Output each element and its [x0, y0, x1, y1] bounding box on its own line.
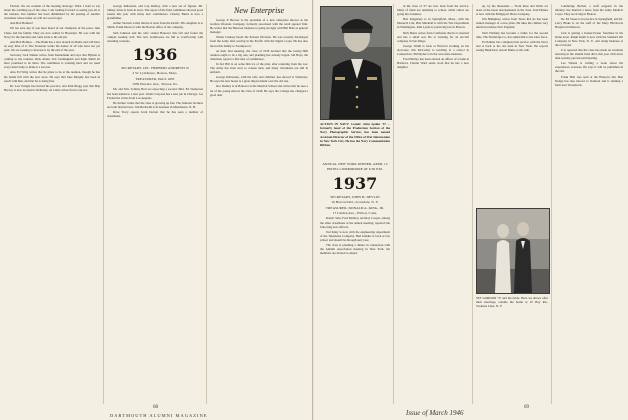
- paragraph: Dave Tracy reports from Detroit that he has seen a number of classmates.: [107, 109, 203, 119]
- paragraph: Dr. Ed Sweet is in practice in Springfield, and Dr. Larry Blake is on the staff of the Mary Hitchcock Hospital in Hanover.: [555, 17, 623, 30]
- paragraph: Arthur Stratton writes that he is back from the Pacific. His daughter is at Smith. Frank Morse is with the Boston office of the company.: [107, 21, 203, 30]
- paragraph: Doc Dudley is in Hanover at the Medical School and writes that he sees a lot of the young men in the class of 1946. He says the College has changed a good deal.: [210, 84, 308, 97]
- class-officer-line: SECRETARY, CPL. HERBERT ANDREWS II: [121, 65, 189, 70]
- paragraph: At their first meeting, the class of 1936 decided that the twenty-fifth reunion ought to be a big one, and planning has already begun. Sid Hays, the chairman, reports a full slate of committees.: [210, 48, 308, 61]
- paragraph: George Kilbourne, and Cap Dudley, with a new set of figures. Mr. Sidney Jones is back in town. The report of the fund committee showed good results this year with many new contributors. Charley Burns is now a grandfather.: [107, 4, 203, 21]
- column-rule: [551, 4, 552, 404]
- column-rule: [472, 4, 473, 404]
- paragraph: Fred Hartley has been elected an officer of a bank in Hartford. Charlie Ward sends word that he has a new daughter.: [397, 57, 469, 70]
- column-rule: [393, 4, 394, 404]
- paragraph: George P. Brewer is the president of a new enterprise known as the Grafton Woolens Company, formerly associated with the retail apparel firm. He writes that the Hanover business is going strongly with Bill Hale as general manager.: [210, 18, 308, 35]
- paragraph: The class is planning a dinner in connection with the Alumni Association meeting in New York. All members are invited to attend.: [320, 243, 390, 256]
- paragraph: Dr. Lew Pringle has moved his practice, and John Bragg says that Hap Harvey is now located in Wellesley. Al Curtis writes from Concord.: [4, 83, 100, 92]
- right-column-1: [320, 162, 390, 402]
- section-heading: New Enterprise: [234, 6, 284, 15]
- left-column-2: [107, 4, 203, 402]
- paragraph: up, by the thousands ... From Ross and Wells we learn of the latest developments in the class. Tom Haines is now with the Bridgeport Brass Company.: [476, 4, 548, 17]
- column-rule: [103, 4, 104, 404]
- right-column-4: [555, 4, 623, 402]
- paragraph: Florida. We are resident of the housing shortage. What I want to say about the warming up of the class. I am looking forward to seeing you all at the reunion. Our number has been diminished by the passing of another classmate whose name we will not soon forget.: [4, 4, 100, 21]
- left-column-1: [4, 4, 100, 402]
- paragraph: Dick Barns writes from California that he is married and has a small son. He is working for an aircraft company in San Diego.: [397, 30, 469, 43]
- event-notice: ANNUAL NEW YORK DINNER, APRIL 12: [322, 162, 388, 166]
- photo-caption: ACTION IN NAVY: Comdr. John Spahn '37 ... formerly head of the Production Section of the Navy Photographic Service, has been named Assistant Director of the Office of War Information in New York City. He has the Navy Commendation Ribbon.: [320, 122, 390, 148]
- paragraph: Jack is getting a Kaiser-Frazer franchise in his home town. Ralph Keith is now with the Standard Oil Company in New York, N. Y., and doing business at the old stand.: [555, 30, 623, 47]
- paragraph: Ed Palmer has completed his service with the Navy and is back at his old desk in New York. He reports seeing Hank Dow and Al Burke at the club.: [476, 39, 548, 52]
- class-officer-line: 2 W. Lynthorpe, Boston, Mass.: [132, 71, 178, 76]
- magazine-footer: DARTMOUTH ALUMNI MAGAZINE: [110, 413, 208, 418]
- left-column-3: [210, 4, 308, 402]
- issue-label: Issue of March 1946: [406, 409, 464, 417]
- paragraph: Mr. and Mrs. Tommy Bolt are expecting a second child. Ed Sanderson has been named to a new post. Walter Grayson has a new job in Chicago. Joe Fredericks writes from Los Angeles.: [107, 87, 203, 100]
- paragraph: And Bob Holmes ... The Bank has a new branch in Maine and will have an easy time of it. The Treasurer wants the names of all who have not yet paid. We are looking to increase it by the end of the year.: [4, 39, 100, 52]
- paragraph: Cambridge Bechel, a staff sergeant in the infantry, has married a nurse from the Army Medical Corps. They are living in Boston.: [555, 4, 623, 17]
- paragraph: And Bob Holmes?: [10, 21, 34, 26]
- paragraph: Ted Kiley is now with the engineering department of the Telephone Company. Bud Jenkins is back at law school and should be through next year.: [320, 229, 390, 242]
- class-officer-line: 1930 Pinelaw Ave., Sharon, Pa.: [132, 82, 178, 87]
- wedding-photo: [476, 208, 550, 294]
- class-officer-line: 16 Harvard Rd., Scarsdale, N. Y.: [331, 200, 379, 205]
- class-officer-line: TREASURER, DONALD A. KING, JR.: [325, 205, 385, 210]
- paragraph: Lee Wilson is writing a book about his experiences overseas. He says it will be published in the fall.: [555, 61, 623, 74]
- paragraph: He further writes that the class is growing up fast. The Sanborn brothers are both married now. Jim Beckwith is in business in Manchester, N. H.: [107, 100, 203, 109]
- paragraph: I'm not sure any of you have heard of our champion of the press, Jake Chase and his family. They are now settled in Brooklyn. He was with the Navy for the duration and came back to his old job.: [4, 26, 100, 39]
- class-year-heading: 1937: [332, 173, 378, 193]
- paragraph: In fact Bill is on some thin ice of the plan, after returning from the war. The Army has been slow to release men, and many classmates are still in uniform.: [210, 61, 308, 75]
- right-column-2: [397, 4, 469, 402]
- paragraph: Sam Johnson and his wife visited Hanover this fall and found the campus looking well. The new dormitories are full to overflowing with returning veterans.: [107, 30, 203, 43]
- paragraph: Bob Kingsbury is in Springfield, Mass., with the Monarch Life. Bob Marshall is with the War Department in Washington. John Lyons is practicing law in Boston.: [397, 17, 469, 30]
- paragraph: It is reported that the class has made an excellent showing in the alumni fund drive this year with more than seventy percent participating.: [555, 47, 623, 61]
- class-officer-line: TREASURER, PAUL GEE: [135, 76, 175, 81]
- paragraph: Walt Fleming has become a father for the second time. The Sturbridge Co. has added him to the sales force.: [476, 30, 548, 39]
- right-page: [314, 0, 628, 420]
- event-notice: HOTEL COMMODORE AT 6:30 P.M.: [327, 167, 383, 172]
- page-number: 68: [153, 405, 158, 410]
- paragraph: George Kilbourne, with his wife and children, has moved to Wellesley. He says the new house is a great improvement over the old one.: [210, 75, 308, 84]
- paragraph: Jim Humphrey writes from Texas that he has been named manager of a new plant. He likes the climate very much but misses New England.: [476, 17, 548, 30]
- paragraph: George Smith is back at Harvard working on his doctorate. Jim McCarthy is teaching at a school in Connecticut. Phil Ryder is in the real estate business.: [397, 43, 469, 57]
- class-year-heading: 1936: [132, 44, 178, 64]
- paragraph: Frank Hall was seen at the Hanover Inn. Ben Dodge has also moved to Vermont and is running a farm near Woodstock.: [555, 74, 623, 87]
- paragraph: Walter Lindsay heads the Eastern Division. He was recently discharged from the Army after serving in the Pacific with the Signal Corps. He has also moved his family to Swampscott.: [210, 35, 308, 48]
- paragraph: Also Ed Wing writes that he plans to be at the reunion, though he has his hands full with the new store. He says that Jake Murphy has been in touch with him, and that he is doing fine.: [4, 70, 100, 83]
- column-rule: [206, 4, 207, 404]
- paragraph: in the class of '37 are now back from the service. Many of them are returning to school, while others are going into business.: [397, 4, 469, 17]
- class-officer-line: SECRETARY, JOHN H. DEVLIN: [330, 194, 380, 199]
- paragraph: Robert Sain, Fred Mallory, and Ray Cooper, among the other classmates at the annual meeting, reported the following new officers.: [320, 216, 390, 229]
- page-number: 69: [524, 405, 529, 410]
- paragraph: Secretary Jack Walker writes from Kennebunk and says that Hymen is coming to the reunion. Dick Alden, Ted Cunningham and Kiph Smith all have promised to be there. The committee is working hard and we need every man's help to make it a success.: [4, 53, 100, 70]
- class-officer-line: 17 Linden Ave., Wilton, Conn.: [332, 211, 378, 216]
- left-page: [0, 0, 313, 420]
- navy-officer-photo: [320, 6, 392, 120]
- photo-caption: SET GORDON '37 and his bride. Here we shows after their marriage, outside his home at 67 Bay Rd., Swansea Lake, N. Y.: [476, 296, 548, 309]
- right-column-3: [476, 4, 548, 204]
